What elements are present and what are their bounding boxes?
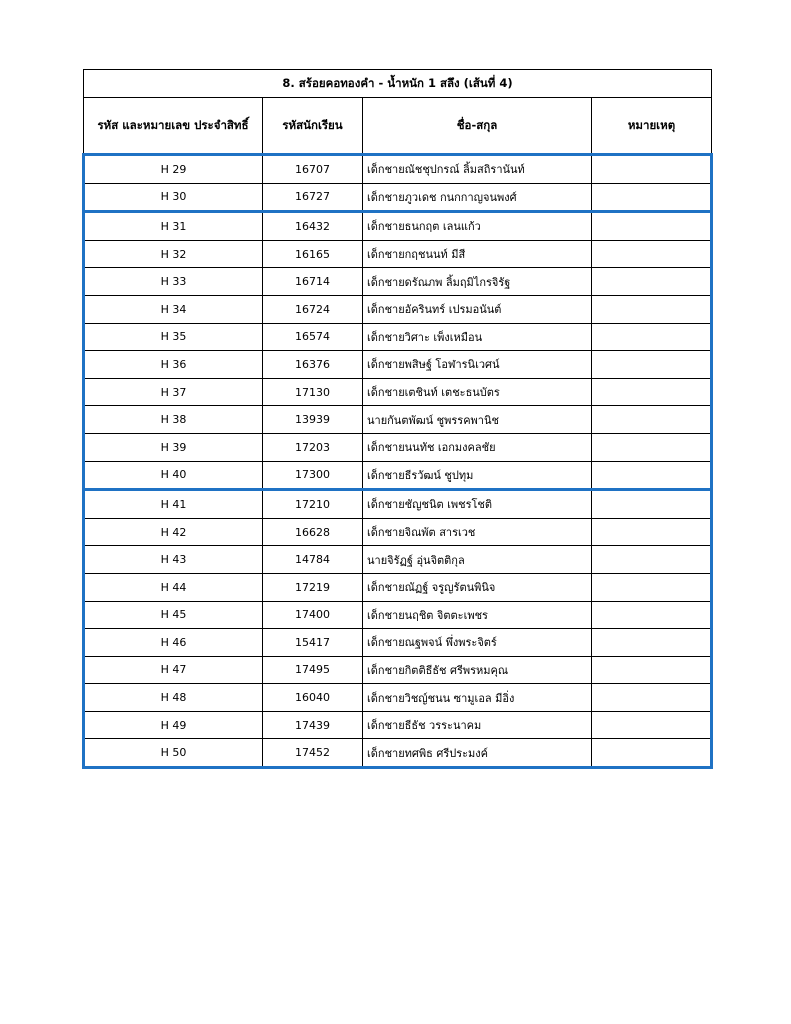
cell-name: นายกันตพัฒน์ ชูพรรคพานิช — [363, 406, 592, 434]
table-row — [84, 406, 712, 434]
cell-student-id: 16628 — [263, 518, 363, 546]
cell-code: H 48 — [84, 684, 263, 712]
cell-student-id: 17203 — [263, 433, 363, 461]
cell-name: นายจิรัฏฐ์ อุ่นจิตติกุล — [363, 546, 592, 574]
cell-student-id: 16724 — [263, 295, 363, 323]
cell-student-id: 16432 — [263, 212, 363, 241]
header-note: หมายเหตุ — [592, 98, 712, 155]
table-row — [84, 212, 712, 241]
cell-code: H 43 — [84, 546, 263, 574]
cell-note — [592, 268, 712, 296]
cell-code: H 50 — [84, 739, 263, 768]
cell-code: H 35 — [84, 323, 263, 351]
header-code: รหัส และหมายเลข ประจำสิทธิ์ — [84, 98, 263, 155]
cell-name: เด็กชายกฤชนนท์ มีสี — [363, 240, 592, 268]
cell-name: เด็กชายธีธัช วรระนาคม — [363, 711, 592, 739]
cell-name: เด็กชายชัญชนิต เพชรโชติ — [363, 490, 592, 519]
cell-student-id: 17219 — [263, 573, 363, 601]
cell-student-id: 16714 — [263, 268, 363, 296]
table-row — [84, 684, 712, 712]
cell-code: H 39 — [84, 433, 263, 461]
table-row — [84, 378, 712, 406]
cell-name: เด็กชายนฤชิต จิตตะเพชร — [363, 601, 592, 629]
cell-code: H 40 — [84, 461, 263, 490]
table-row — [84, 295, 712, 323]
table-row — [84, 490, 712, 519]
cell-name: เด็กชายกิตติธีธัช ศรีพรหมคุณ — [363, 656, 592, 684]
cell-student-id: 17439 — [263, 711, 363, 739]
cell-student-id: 14784 — [263, 546, 363, 574]
cell-code: H 49 — [84, 711, 263, 739]
header-student-id: รหัสนักเรียน — [263, 98, 363, 155]
cell-code: H 37 — [84, 378, 263, 406]
cell-name: เด็กชายธนกฤต เลนแก้ว — [363, 212, 592, 241]
table-row — [84, 323, 712, 351]
cell-note — [592, 573, 712, 601]
cell-student-id: 16376 — [263, 351, 363, 379]
cell-note — [592, 546, 712, 574]
cell-code: H 30 — [84, 183, 263, 212]
cell-code: H 32 — [84, 240, 263, 268]
table-row — [84, 461, 712, 490]
cell-student-id: 15417 — [263, 629, 363, 657]
cell-code: H 42 — [84, 518, 263, 546]
cell-student-id: 16574 — [263, 323, 363, 351]
cell-note — [592, 378, 712, 406]
table-row — [84, 268, 712, 296]
table-title-row — [84, 70, 712, 98]
cell-student-id: 16707 — [263, 155, 363, 184]
table-row — [84, 711, 712, 739]
cell-name: เด็กชายวิชญ์ชนน ซามูเอล มีอิ่ง — [363, 684, 592, 712]
cell-note — [592, 351, 712, 379]
cell-student-id: 17495 — [263, 656, 363, 684]
cell-student-id: 16040 — [263, 684, 363, 712]
cell-code: H 44 — [84, 573, 263, 601]
cell-note — [592, 601, 712, 629]
table-row — [84, 546, 712, 574]
table-row — [84, 155, 712, 184]
table-body — [84, 155, 712, 768]
table-row — [84, 351, 712, 379]
table-row — [84, 739, 712, 768]
table-row — [84, 629, 712, 657]
cell-student-id: 16165 — [263, 240, 363, 268]
cell-student-id: 17130 — [263, 378, 363, 406]
table-title: 8. สร้อยคอทองคำ - น้ำหนัก 1 สลึง (เส้นที่ 4) — [84, 70, 712, 98]
table-row — [84, 433, 712, 461]
cell-note — [592, 240, 712, 268]
cell-name: เด็กชายวิศาะ เพ็งเหมือน — [363, 323, 592, 351]
cell-student-id: 17400 — [263, 601, 363, 629]
cell-student-id: 17452 — [263, 739, 363, 768]
cell-name: เด็กชายณัฏฐ์ จรูญรัตนพินิจ — [363, 573, 592, 601]
header-name: ชื่อ-สกุล — [363, 98, 592, 155]
cell-note — [592, 739, 712, 768]
cell-note — [592, 323, 712, 351]
cell-note — [592, 461, 712, 490]
cell-name: เด็กชายทศพิธ ศรีประมงค์ — [363, 739, 592, 768]
cell-name: เด็กชายพสิษฐ์ โอฬารนิเวศน์ — [363, 351, 592, 379]
table-row — [84, 573, 712, 601]
cell-note — [592, 684, 712, 712]
assignment-sheet — [82, 69, 710, 769]
cell-student-id: 17210 — [263, 490, 363, 519]
cell-note — [592, 656, 712, 684]
cell-note — [592, 629, 712, 657]
cell-code: H 33 — [84, 268, 263, 296]
table-row — [84, 656, 712, 684]
cell-code: H 45 — [84, 601, 263, 629]
cell-note — [592, 518, 712, 546]
cell-name: เด็กชายนนทัช เอกมงคลชัย — [363, 433, 592, 461]
cell-name: เด็กชายเตชินท์ เตชะธนบัตร — [363, 378, 592, 406]
table-row — [84, 183, 712, 212]
cell-code: H 47 — [84, 656, 263, 684]
cell-code: H 34 — [84, 295, 263, 323]
cell-code: H 46 — [84, 629, 263, 657]
cell-name: เด็กชายจิณพัต สารเวช — [363, 518, 592, 546]
cell-note — [592, 212, 712, 241]
cell-name: เด็กชายดรัณภพ ลิ้มฤมิไกรจิรัฐ — [363, 268, 592, 296]
table-row — [84, 240, 712, 268]
cell-note — [592, 433, 712, 461]
cell-note — [592, 406, 712, 434]
cell-note — [592, 183, 712, 212]
cell-name: เด็กชายภูวเดช กนกกาญจนพงศ์ — [363, 183, 592, 212]
cell-code: H 38 — [84, 406, 263, 434]
cell-code: H 41 — [84, 490, 263, 519]
cell-code: H 31 — [84, 212, 263, 241]
cell-note — [592, 711, 712, 739]
cell-note — [592, 295, 712, 323]
table-header-row — [84, 98, 712, 155]
cell-note — [592, 490, 712, 519]
cell-name: เด็กชายณฐพจน์ พึ่งพระจิตร์ — [363, 629, 592, 657]
assignment-table — [82, 69, 713, 769]
table-row — [84, 518, 712, 546]
cell-student-id: 13939 — [263, 406, 363, 434]
cell-student-id: 17300 — [263, 461, 363, 490]
cell-note — [592, 155, 712, 184]
cell-name: เด็กชายอัครินทร์ เปรมอนันต์ — [363, 295, 592, 323]
cell-code: H 36 — [84, 351, 263, 379]
cell-code: H 29 — [84, 155, 263, 184]
table-row — [84, 601, 712, 629]
cell-name: เด็กชายณัชชุปกรณ์ ลิ้มสถิรานันท์ — [363, 155, 592, 184]
cell-student-id: 16727 — [263, 183, 363, 212]
cell-name: เด็กชายธีรวัฒน์ ชูปทุม — [363, 461, 592, 490]
